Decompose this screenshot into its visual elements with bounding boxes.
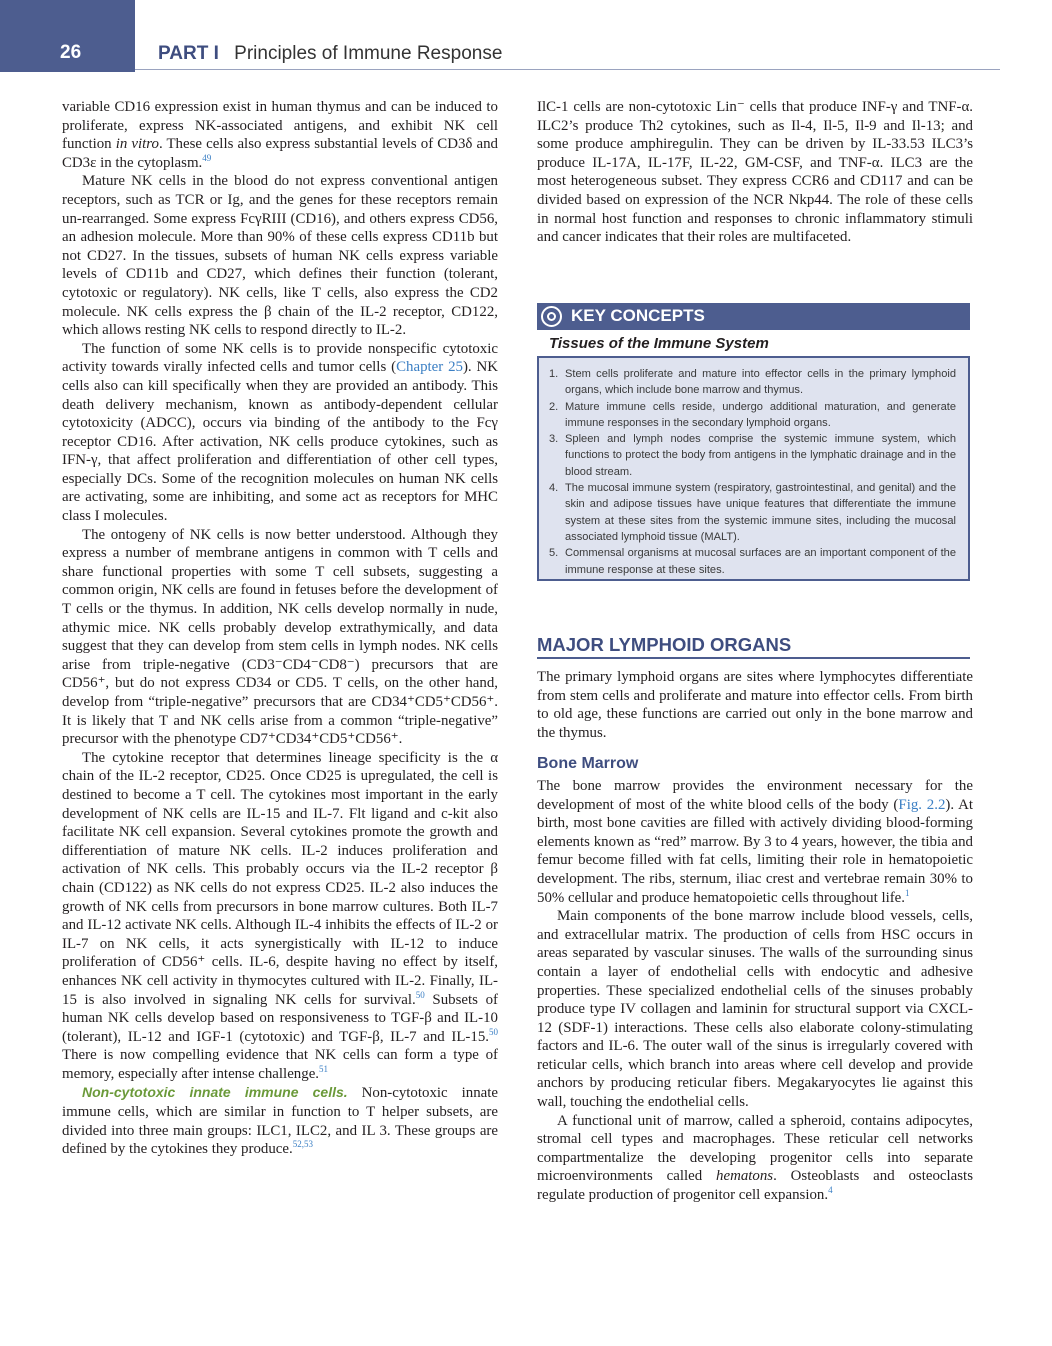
paragraph: The bone marrow provides the environment necessary for the development of most of the white blood cells of the body (Fig. 2.2). At birth, most bone cavities are filled with actively dividing blood-forming elements known as “red” marrow. By 3 to 4 years, however, the tibia and femur become filled with fat cells, limiting their role in hematopoietic development. The ribs, sternum, iliac crest and vertebrae remain 30% to 50% cellular and produce hematopoietic cells throughout life.$^1$ xyxy=(537,777,973,906)
text-line: NK cells also can kill specifically when they are provided an antibody. This death delivery mechanism, known as antibody-dependent cellular cytotoxicity (ADCC), occurs via binding of the antibody to the Fcγ receptor CD16. After activation, NK cells produce cytokines, such as IFN-γ, that affect proliferation and differentiation of other cell types, especially DCs. Some of the recognition molecules on human NK cells are activating, some are inhibiting, and some act as receptors for MHC class I molecules. xyxy=(62,359,499,525)
citation[interactable]: 52,53 xyxy=(292,1139,313,1150)
citation[interactable]: 1 xyxy=(905,887,910,898)
section-heading: MAJOR LYMPHOID ORGANS xyxy=(537,634,792,655)
text-line: There is now compelling evidence that NK cells can form a type of memory, especially after intense challenge. xyxy=(62,1047,498,1082)
list-item xyxy=(549,399,956,432)
text-line: Subsets of human NK cells develop based on responsiveness to TGF-β and IL-10 (tolerant), IL-12 and IGF-1 (cytotoxic) and TGF-β, IL-7 and IL-15. xyxy=(62,991,498,1045)
part-label: PART I xyxy=(158,43,219,64)
text-line: A functional unit of marrow, called a spheroid, contains adipocytes, stromal cell types and macrophages. These reticular cell networks compartmentalize the developing progenitor cells into separate microenvironments called xyxy=(537,1112,973,1185)
right-column-bottom xyxy=(537,668,973,1205)
text-line: Osteoblasts and osteoclasts regulate production of progenitor cell expansion. xyxy=(537,1168,973,1204)
paragraph: IlC-1 cells are non-cytotoxic Lin⁻ cells that produce INF-γ and TNF-α. ILC2’s produce Th2 cytokines, such as Il-4, Il-5, Il-9 and Il-13; and some produce amphiregulin. They can be driven by IL-33.53 ILC3’s produce IL-17A, IL-17F, IL-22, GM-CSF, and TNF-α. ILC3 are the most heterogeneous subset. They express CCR6 and CD117 and can be divided based on expression of the NCR Nkp44. The role of these cells in normal host function and responses to chronic inflammatory stimuli and cancer indicates that their roles are multifaceted. xyxy=(537,99,973,246)
figure-link[interactable]: Fig. 2.2 xyxy=(898,796,946,813)
item-text: The mucosal immune system (respiratory, gastrointestinal, and genital) and the skin and adipose tissues have unique features that differentiate the immune system at these sites from the systemic immune sites, including the mucosal associated lymphoid tissue (MALT). xyxy=(565,482,956,543)
header-rule xyxy=(135,69,1000,70)
key-concepts-subtitle: Tissues of the Immune System xyxy=(549,335,769,352)
item-number: 5. xyxy=(549,547,559,560)
list-item xyxy=(549,480,956,545)
text-line: variable CD16 expression exist in human thymus and can be induced to proliferate, express NK-associated antigens, and exhibit NK cell function in vitro. These cells also express substantial levels of CD3δ and CD3ε in the cytoplasm. xyxy=(62,99,498,171)
citation[interactable]: 51 xyxy=(319,1063,329,1074)
citation[interactable]: 50 xyxy=(489,1026,498,1037)
section-rule xyxy=(537,657,970,659)
page-number-box xyxy=(0,0,135,72)
right-column-top xyxy=(537,98,973,247)
key-concepts-box xyxy=(537,303,970,581)
item-text: Commensal organisms at mucosal surfaces are an important component of the immune response at these sites. xyxy=(565,547,956,576)
emphasis: hematons xyxy=(716,1168,774,1185)
paragraph xyxy=(62,749,498,1084)
chapter-link[interactable]: Chapter 25 xyxy=(396,359,463,376)
key-concepts-list-box xyxy=(537,356,970,581)
citation[interactable]: 4 xyxy=(828,1185,833,1196)
text-line: The cytokine receptor that determines lineage specificity is the α chain of the IL-2 receptor, CD25. Once CD25 is upregulated, the cell is destined to become a T cell. The cytokines most important in the early development of NK cells are IL-15 and IL-7. Flt ligand and c-kit also facilitate NK cell expansion. Several cytokines promote the growth and differentiation of mature NK cells. IL-2 induces proliferation and activation of NK cells. This probably occurs via the IL-2 receptor β chain (CD122) as NK cells do not express CD25. IL-2 also induces the growth of NK cells from precursors in bone marrow cultures. Both IL-7 and IL-12 activate NK cells. Although IL-4 inhibits the effects of IL-2 or IL-7 on NK cells, it acts synergistically with IL-12 to induce proliferation of CD56⁺ cells. IL-6, despite having no effect by itself, enhances NK cell activity in thymocytes cultured with IL-2. Finally, IL-15 is also involved in signaling NK cells for survival. xyxy=(62,749,498,1008)
subsection-heading: Bone Marrow xyxy=(537,755,639,773)
paragraph: The function of some NK cells is to provide nonspecific cytotoxic activity towards virally infected cells and tumor cells (Chapter 25). NK cells also can kill specifically when they are provided an antibody. This death delivery mechanism, known as antibody-dependent cellular cytotoxicity (ADCC), occurs via binding of the antibody to the Fcγ receptor CD16. After activation, NK cells produce cytokines, such as IFN-γ, that affect proliferation and differentiation of other cell types, especially DCs. Some of the recognition molecules on human NK cells are activating, some are inhibiting, and some act as receptors for MHC class I molecules. xyxy=(62,340,499,525)
item-number: 1. xyxy=(549,368,559,380)
part-title: Principles of Immune Response xyxy=(234,43,503,64)
item-text: Mature immune cells reside, undergo additional maturation, and generate immune responses in the secondary lymphoid organs. xyxy=(565,400,956,429)
citation[interactable]: 50 xyxy=(415,989,425,1000)
emphasis: in vitro xyxy=(115,136,159,153)
left-column xyxy=(62,98,498,1159)
item-text: Spleen and lymph nodes comprise the systemic immune system, which functions to protect the body from antigens in the lymphatic drainage and in the blood stream. xyxy=(565,433,956,478)
paragraph: A functional unit of marrow, called a spheroid, contains adipocytes, stromal cell types and macrophages. These reticular cell networks compartmentalize the developing progenitor cells into separate microenvironments called hematons. Osteoblasts and osteoclasts regulate production of progenitor cell expansion.$^4$ xyxy=(537,1112,973,1204)
item-number: 4. xyxy=(549,482,559,495)
list-item xyxy=(549,366,956,399)
key-concepts-title: KEY CONCEPTS xyxy=(571,306,705,325)
paragraph: The primary lymphoid organs are sites where lymphocytes differentiate from stem cells and proliferate and mature into effector cells. From birth to old age, these functions are carried out only in the bone marrow and the thymus. xyxy=(537,669,973,741)
list-item xyxy=(549,431,956,480)
text-line: At birth, most bone cavities are filled with actively dividing blood-forming elements known as “red” marrow. By 3 to 4 years, however, the tibia and femur become filled with fat cells, limiting their role in hematopoietic development. The ribs, sternum, iliac crest and vertebrae remain 30% to 50% cellular and produce hematopoietic cells throughout life. xyxy=(537,796,973,906)
key-concepts-header xyxy=(537,303,970,330)
citation[interactable]: 49 xyxy=(202,152,212,163)
paragraph xyxy=(62,98,498,172)
text-line: Non-cytotoxic innate immune cells, which are similar in function to T helper subsets, are divided into three main groups: ILC1, ILC2, and IL 3. These groups are defined by the cytokines they produce. xyxy=(62,1085,499,1158)
item-number: 3. xyxy=(549,433,559,446)
paragraph: Main components of the bone marrow include blood vessels, cells, and extracellular matrix. The production of cells from HSC occurs in areas separated by vascular sinuses. The walls of the surrounding sinus contain a layer of endothelial cells with endocytic and adhesive properties. These specialized endothelial cells of the sinuses probably produce type IV collagen and laminin for structural support via CXCL-12 (SDF-1) interactions. These cells also elaborate colony-stimulating factors and IL-6. The outer wall of the sinus is irregularly covered with reticular cells, which branch into areas where cell develop and provide anchors by producing reticular fibers. Megakaryocytes lie against this wall, touching the endothelial cells. xyxy=(537,908,973,1111)
page-number: 26 xyxy=(60,42,82,63)
list-item xyxy=(549,545,956,578)
target-icon xyxy=(541,306,562,327)
text-line: The bone marrow provides the environment necessary for the development of most of the white blood cells of the body xyxy=(537,777,973,813)
run-in-heading: Non-cytotoxic innate immune cells. xyxy=(82,1084,348,1101)
paragraph: Mature NK cells in the blood do not express conventional antigen receptors, such as TCR or Ig, and the genes for these receptors remain un-rearranged. Some express FcγRIII (CD16), and others express CD56, an adhesion molecule. More than 90% of these cells express CD11b but not CD27. In the tissues, subsets of human NK cells express variable levels of CD11b and CD27, which defines their function (tolerant, cytotoxic or regulatory). NK cells, like T cells, also express the CD2 molecule. NK cells express the β chain of the IL-2 receptor, CD122, which allows resting NK cells to respond directly to IL-2. xyxy=(62,173,498,339)
paragraph: The ontogeny of NK cells is now better understood. Although they express a number of membrane antigens in common with T cells and share functional properties with some T cell subsets, suggesting a common origin, NK cells are found in fetuses before the development of T cells or the thymus. In addition, NK cells develop normally in nude, athymic mice. NK cells probably develop extrathymically, and data suggest that they can develop from stem cells in lymph nodes. NK cells arise from triple-negative (CD3⁻CD4⁻CD8⁻) precursors that are CD56⁺, but do not express CD34 or CD5. T cells, on the other hand, develop from “triple-negative” precursors that are CD34⁺CD5⁺CD56⁺. It is likely that T and NK cells arise from a common “triple-negative” precursor with the phenotype CD7⁺CD34⁺CD5⁺CD56⁺. xyxy=(62,526,498,748)
item-number: 2. xyxy=(549,400,559,413)
page-header xyxy=(0,0,1052,72)
running-head xyxy=(158,43,502,65)
item-text: Stem cells proliferate and mature into effector cells in the primary lymphoid organs, which include bone marrow and thymus. xyxy=(565,368,956,397)
key-concepts-list xyxy=(549,366,956,578)
paragraph xyxy=(62,1083,498,1158)
text-line: The function of some NK cells is to provide nonspecific cytotoxic activity towards virally infected cells and tumor cells xyxy=(62,340,498,376)
